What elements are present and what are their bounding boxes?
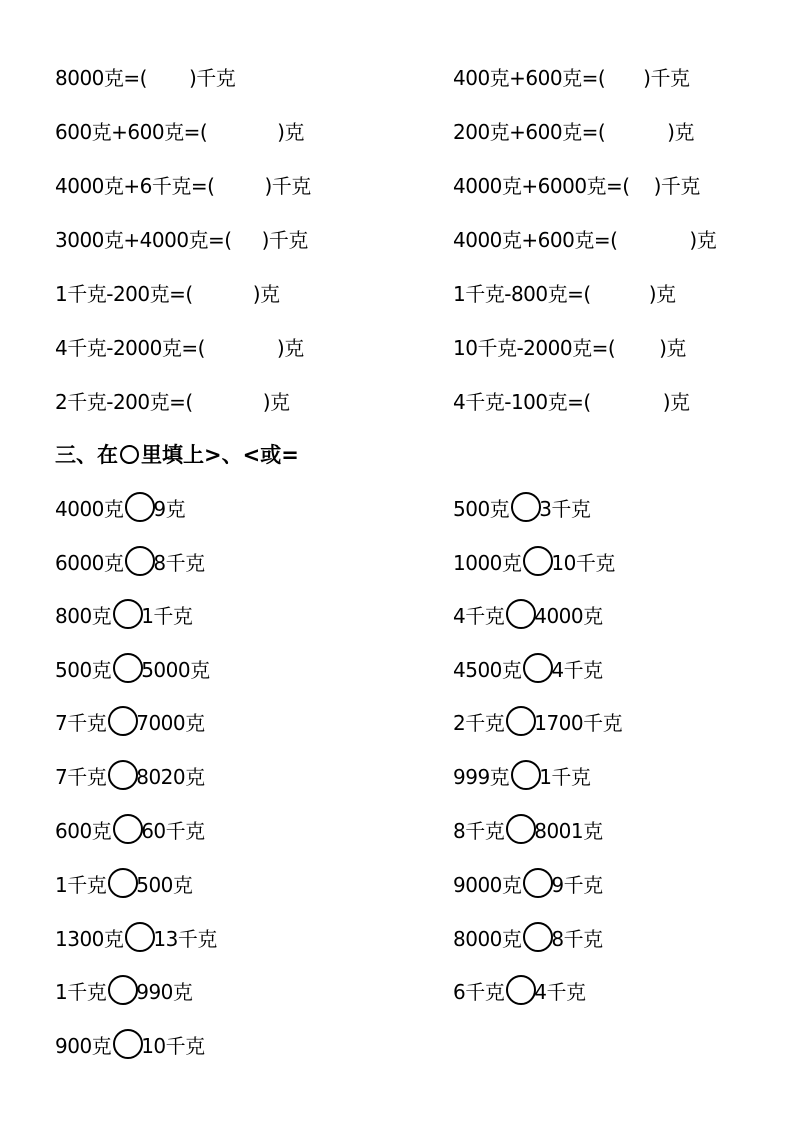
compare-circle[interactable]	[511, 760, 541, 790]
fill-item: 4千克-2000克=( )克	[55, 335, 304, 360]
compare-circle[interactable]	[506, 814, 536, 844]
compare-item: 4千克 4000克	[453, 594, 603, 634]
fill-item: 8000克=( )千克	[55, 65, 236, 90]
compare-item: 7千克 7000克	[55, 701, 205, 741]
section-heading: 三、在 里填上>、<或=	[55, 443, 299, 467]
compare-circle[interactable]	[113, 1029, 143, 1059]
compare-item: 6000克 8千克	[55, 541, 205, 581]
compare-item: 600克 60千克	[55, 809, 205, 849]
compare-item: 1300克 13千克	[55, 917, 217, 957]
circle-icon	[120, 445, 139, 464]
compare-circle[interactable]	[506, 975, 536, 1005]
compare-item: 2千克 1700千克	[453, 701, 622, 741]
fill-item: 10千克-2000克=( )克	[453, 335, 686, 360]
compare-circle[interactable]	[506, 599, 536, 629]
compare-item: 999克 1千克	[453, 755, 590, 795]
compare-circle[interactable]	[523, 653, 553, 683]
compare-circle[interactable]	[506, 706, 536, 736]
compare-item: 1千克 990克	[55, 970, 192, 1010]
compare-item: 900克 10千克	[55, 1024, 205, 1064]
compare-item: 4000克 9克	[55, 487, 185, 527]
compare-circle[interactable]	[113, 653, 143, 683]
compare-circle[interactable]	[108, 760, 138, 790]
compare-item: 1千克 500克	[55, 863, 192, 903]
compare-circle[interactable]	[523, 922, 553, 952]
fill-item: 400克+600克=( )千克	[453, 65, 690, 90]
compare-item: 500克 5000克	[55, 648, 210, 688]
compare-item: 1000克 10千克	[453, 541, 615, 581]
compare-item: 6千克 4千克	[453, 970, 585, 1010]
compare-circle[interactable]	[113, 599, 143, 629]
compare-circle[interactable]	[108, 706, 138, 736]
compare-circle[interactable]	[108, 868, 138, 898]
compare-circle[interactable]	[125, 492, 155, 522]
compare-circle[interactable]	[523, 546, 553, 576]
fill-item: 2千克-200克=( )克	[55, 389, 290, 414]
compare-item: 4500克 4千克	[453, 648, 603, 688]
compare-circle[interactable]	[113, 814, 143, 844]
fill-item: 600克+600克=( )克	[55, 119, 304, 144]
compare-item: 500克 3千克	[453, 487, 590, 527]
compare-item: 800克 1千克	[55, 594, 192, 634]
fill-item: 1千克-200克=( )克	[55, 281, 280, 306]
compare-item: 9000克 9千克	[453, 863, 603, 903]
fill-item: 4千克-100克=( )克	[453, 389, 690, 414]
compare-circle[interactable]	[523, 868, 553, 898]
compare-circle[interactable]	[125, 546, 155, 576]
fill-item: 4000克+6000克=( )千克	[453, 173, 700, 198]
compare-item: 7千克 8020克	[55, 755, 205, 795]
fill-item: 4000克+600克=( )克	[453, 227, 717, 252]
fill-item: 200克+600克=( )克	[453, 119, 694, 144]
compare-item: 8千克 8001克	[453, 809, 603, 849]
compare-circle[interactable]	[108, 975, 138, 1005]
compare-item: 8000克 8千克	[453, 917, 603, 957]
fill-item: 4000克+6千克=( )千克	[55, 173, 311, 198]
compare-circle[interactable]	[125, 922, 155, 952]
fill-item: 3000克+4000克=( )千克	[55, 227, 308, 252]
compare-circle[interactable]	[511, 492, 541, 522]
fill-item: 1千克-800克=( )克	[453, 281, 676, 306]
